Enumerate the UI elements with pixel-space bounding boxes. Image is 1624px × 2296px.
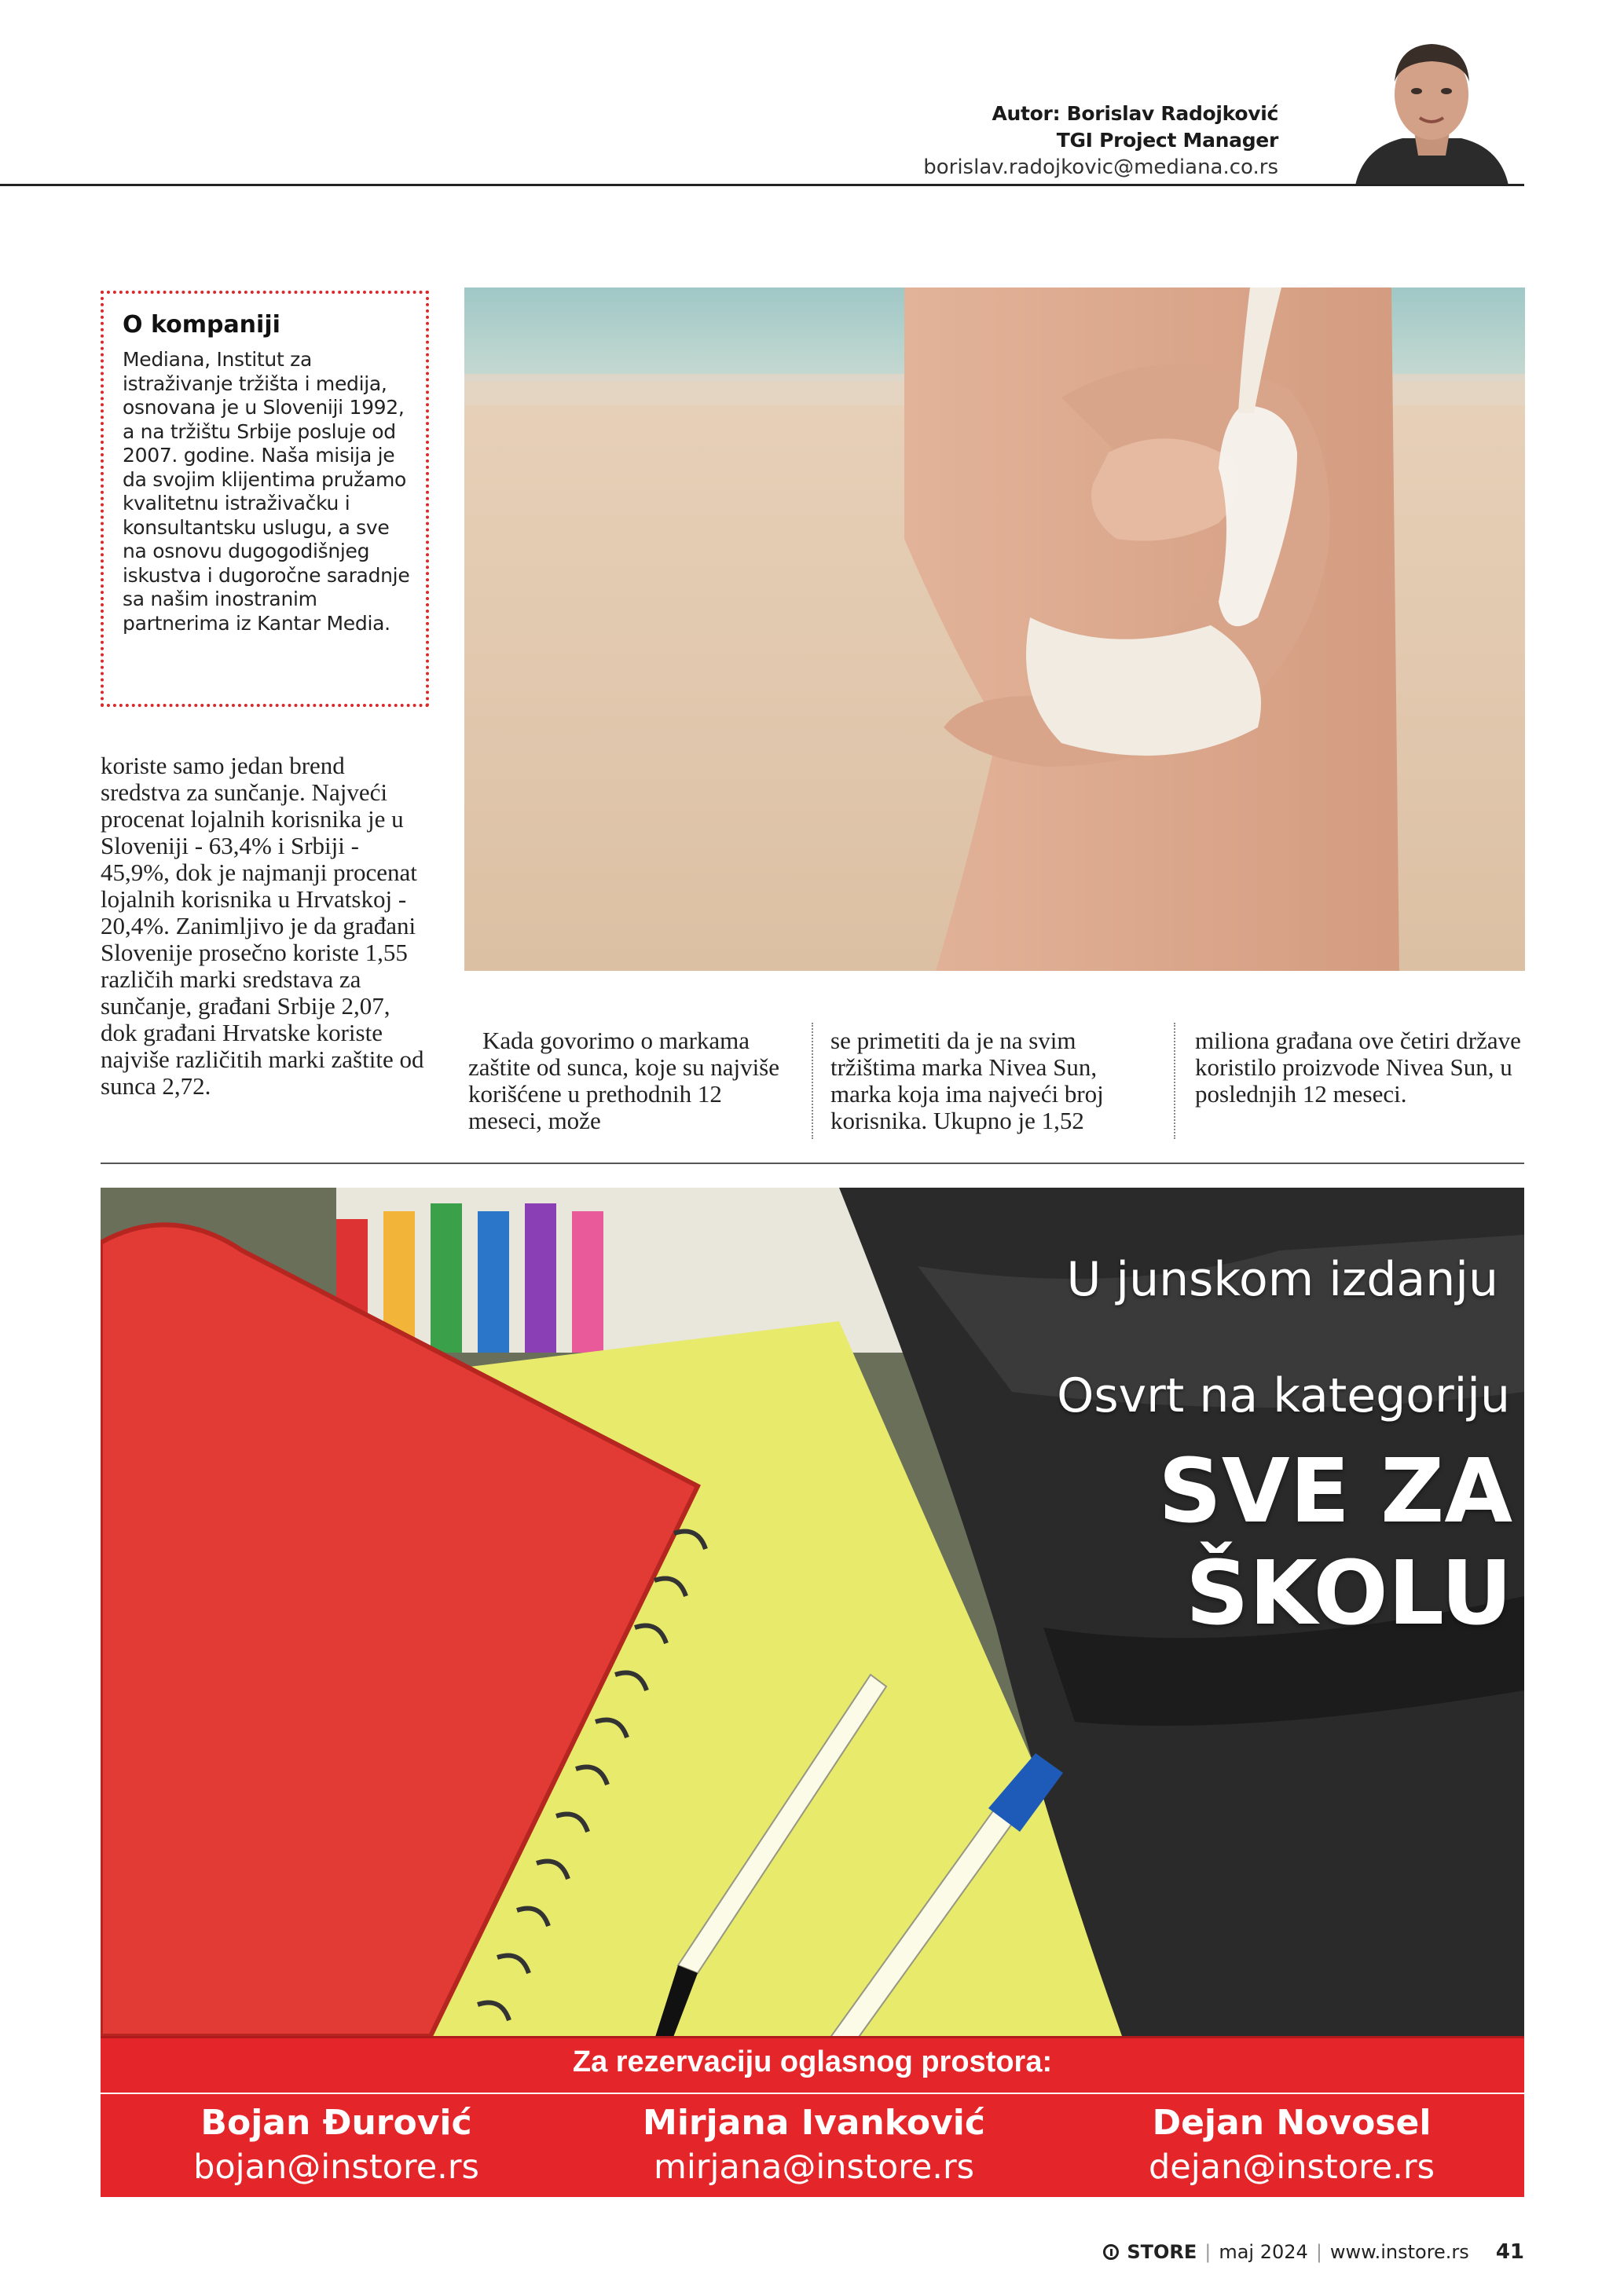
reservation-title: Za rezervaciju oglasnog prostora:: [572, 2045, 1053, 2078]
ad-headline-line1: SVE ZA: [1158, 1441, 1512, 1543]
article-column-4: miliona građana ove četiri države koristilo proizvode Nivea Sun, u poslednjih 12 meseci.: [1195, 1027, 1521, 1108]
section-rule: [101, 1163, 1524, 1164]
sunscreen-beach-photo: [464, 287, 1525, 971]
contact-name: Dejan Novosel: [1152, 2103, 1432, 2143]
page-footer: [1103, 2240, 1524, 2264]
ad-headline-line2: ŠKOLU: [1186, 1543, 1512, 1645]
footer-brand: STORE: [1127, 2241, 1197, 2263]
reservation-divider: [101, 2093, 1524, 2094]
contact-name: Bojan Đurović: [200, 2103, 472, 2143]
article-column-3: se primetiti da je na svim tržištima marka Nivea Sun, marka koja ima najveći broj korisnika. Ukupno je 1,52: [830, 1027, 1104, 1134]
instore-logo-icon: [1103, 2244, 1119, 2260]
ad-category-line: Osvrt na kategoriju: [1057, 1368, 1510, 1423]
contact-card: [610, 2100, 1018, 2188]
author-email[interactable]: borislav.radojkovic@mediana.co.rs: [923, 156, 1278, 179]
author-name: Autor: Borislav Radojković: [992, 102, 1278, 125]
header-rule: [0, 184, 1524, 186]
contact-card: [132, 2100, 541, 2188]
footer-separator: |: [1315, 2241, 1322, 2263]
contact-email[interactable]: bojan@instore.rs: [193, 2148, 479, 2187]
contact-email[interactable]: dejan@instore.rs: [1148, 2148, 1435, 2187]
article-column-left: koriste samo jedan brend sredstva za sunčanje. Najveći procenat lojalnih korisnika je u Sloveniji - 63,4% i Srbiji - 45,9%, dok je najmanji procenat lojalnih korisnika u Hrvatskoj - 20,4%. Zanimljivo je da građani Slovenije prosečno koriste 1,55 različih marki sredstava za sunčanje, građani Srbije 2,07, dok građani Hrvatske koriste najviše različitih marki zaštite od sunca 2,72.: [101, 752, 424, 1100]
column-divider: [1174, 1023, 1175, 1139]
page-number: 41: [1495, 2240, 1524, 2264]
author-block: [923, 101, 1278, 181]
author-role: TGI Project Manager: [1056, 129, 1278, 152]
footer-issue: maj 2024: [1219, 2241, 1308, 2263]
column-divider: [812, 1023, 813, 1139]
about-title: O kompaniji: [123, 311, 280, 339]
contact-card: [1087, 2100, 1496, 2188]
about-company-box: [101, 291, 429, 707]
footer-url[interactable]: www.instore.rs: [1329, 2241, 1469, 2263]
article-column-2: Kada govorimo o markama zaštite od sunca, koje su najviše korišćene u prethodnih 12 meseci, može: [468, 1027, 780, 1134]
ad-issue-line: U junskom izdanju: [1066, 1252, 1498, 1307]
contact-email[interactable]: mirjana@instore.rs: [653, 2148, 975, 2187]
author-portrait: [1347, 30, 1516, 185]
contact-name: Mirjana Ivanković: [643, 2103, 985, 2143]
footer-separator: |: [1204, 2241, 1212, 2263]
about-text: Mediana, Institut za istraživanje tržišta i medija, osnovana je u Sloveniji 1992, a na tržištu Srbije posluje od 2007. godine. Naša misija je da svojim klijentima pružamo kvalitetnu istraživačku i konsultantsku uslugu, a sve na osnovu dugogodišnjeg iskustva i dugoročne saradnje sa našim inostranim partnerima iz Kantar Media.: [123, 348, 410, 635]
ad-headline: [1158, 1441, 1512, 1645]
